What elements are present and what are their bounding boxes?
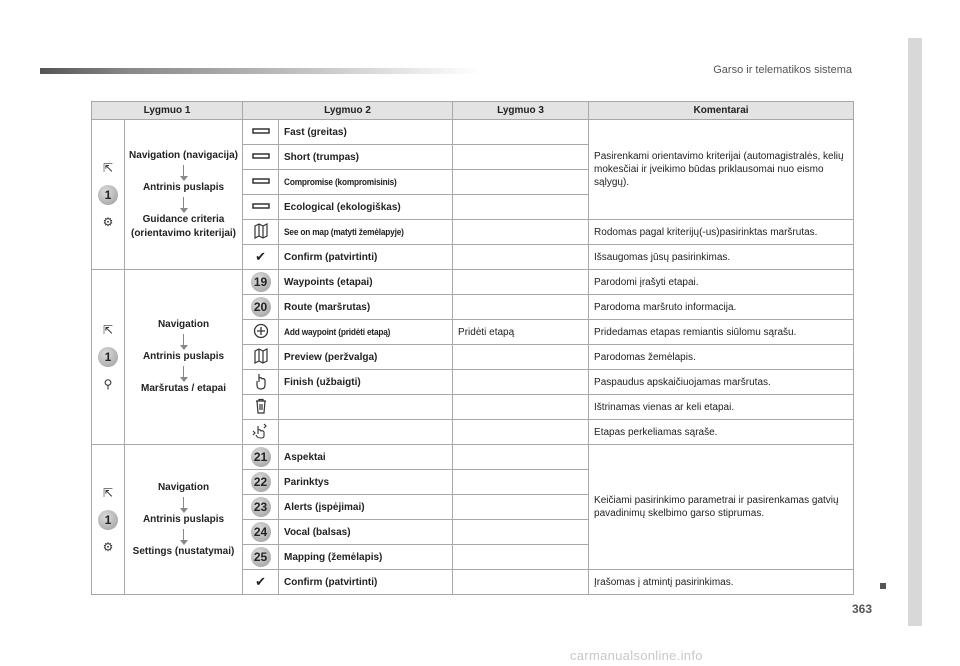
option-short[interactable]: Short (trumpas) [279,145,453,170]
option-compromise[interactable]: Compromise (kompromisinis) [279,170,439,195]
options-tab[interactable]: Parinktys [279,470,453,495]
col-header-comments: Komentarai [589,102,854,120]
down-arrow-icon [183,197,184,211]
page-number: 363 [851,602,872,616]
mapping-tab[interactable]: Mapping (žemėlapis) [279,545,453,570]
header-gradient-bar [40,68,480,74]
step-badge: 22 [251,472,271,492]
level1-sub-label: Antrinis puslapis [142,181,225,193]
confirm-button[interactable]: Confirm (patvirtinti) [279,570,453,595]
route-tab[interactable]: Route (maršrutas) [279,295,453,320]
level1-path [125,120,243,270]
settings-gear-icon: ⚙ [102,539,114,554]
map-icon [253,348,269,364]
toggle-line-icon [252,152,270,160]
aspects-tab[interactable]: Aspektai [279,445,453,470]
watermark-text: carmanualsonline.info [570,648,703,663]
vocal-tab[interactable]: Vocal (balsas) [279,520,453,545]
level1-path [125,445,243,595]
delete-comment: Ištrinamas vienas ar keli etapai. [589,395,854,420]
settings-confirm-comment: Įrašomas į atmintį pasirinkimas. [589,570,854,595]
table-row [92,445,854,470]
toggle-line-icon [252,127,270,135]
toggle-line-icon [252,202,270,210]
add-waypoint-button[interactable]: Add waypoint (pridėti etapą) [279,320,439,345]
level1-path [125,270,243,445]
settings-comment: Keičiami pasirinkimo parametrai ir pasirenkamas gatvių pavadinimų skelbimo garso stiprumas. [589,445,854,570]
col-header-level2: Lygmuo 2 [243,102,453,120]
level1-icons [92,270,125,445]
option-see-on-map[interactable]: See on map (matyti žemėlapyje) [279,220,439,245]
see-on-map-comment: Rodomas pagal kriterijų(-us)pasirinktas maršrutas. [589,220,854,245]
step-badge: 19 [251,272,271,292]
finish-button[interactable]: Finish (užbaigti) [279,370,453,395]
waypoint-route-icon: ⚲ [103,377,113,391]
down-arrow-icon [183,529,184,543]
add-waypoint-level3[interactable]: Pridėti etapą [453,320,589,345]
checkmark-icon: ✔ [255,249,266,264]
down-arrow-icon [183,165,184,179]
col-header-level1: Lygmuo 1 [92,102,243,120]
preview-comment: Parodomas žemėlapis. [589,345,854,370]
delete-waypoint-button[interactable] [279,395,453,420]
step-badge: 1 [98,185,118,205]
add-waypoint-comment: Pridedamas etapas remiantis siūlomu sąrašu. [589,320,854,345]
table-row [92,120,854,145]
step-badge: 1 [98,347,118,367]
level1-sub-label: Antrinis puslapis [142,351,225,362]
menu-table [91,101,854,595]
level1-item-label: Settings (nustatymai) [132,545,235,557]
option-fast[interactable]: Fast (greitas) [279,120,453,145]
finish-hand-icon [254,372,268,390]
toggle-line-icon [252,177,270,185]
navigation-icon: ⇱ [102,160,114,175]
step-badge: 1 [98,510,118,530]
level1-nav-label: Navigation [157,319,210,330]
waypoints-tab[interactable]: Waypoints (etapai) [279,270,453,295]
map-icon [253,223,269,239]
criteria-comment: Pasirenkami orientavimo kriterijai (automagistralės, kelių mokesčiai ir įveikimo būdas priklausomai nuo eismo sąlygų). [589,120,854,220]
down-arrow-icon [183,366,184,380]
page-header-title: Garso ir telematikos sistema [713,64,852,76]
route-options-icon: ⚙ [102,214,114,229]
confirm-button[interactable]: Confirm (patvirtinti) [279,245,453,270]
add-circle-icon [253,323,269,339]
confirm-comment: Išsaugomas jūsų pasirinkimas. [589,245,854,270]
table-row [92,270,854,295]
level1-item-label: Maršrutas / etapai [140,383,227,394]
level1-sub-label: Antrinis puslapis [142,513,225,525]
down-arrow-icon [183,334,184,348]
navigation-icon: ⇱ [102,323,114,337]
step-badge: 23 [251,497,271,517]
step-badge: 21 [251,447,271,467]
trash-icon [254,398,268,414]
navigation-icon: ⇱ [102,485,114,500]
option-ecological[interactable]: Ecological (ekologiškas) [279,195,453,220]
step-badge: 24 [251,522,271,542]
step-badge: 25 [251,547,271,567]
page-edge-strip [908,38,922,626]
page-marker [880,583,886,589]
col-header-level3: Lygmuo 3 [453,102,589,120]
route-comment: Parodoma maršruto informacija. [589,295,854,320]
level1-item-label: Guidance criteria (orientavimo kriterijai) [130,213,237,239]
step-badge: 20 [251,297,271,317]
down-arrow-icon [183,497,184,511]
move-comment: Etapas perkeliamas sąraše. [589,420,854,445]
move-waypoint-button[interactable] [279,420,453,445]
preview-button[interactable]: Preview (peržvalga) [279,345,453,370]
alerts-tab[interactable]: Alerts (įspėjimai) [279,495,453,520]
table-header-row [92,102,854,120]
checkmark-icon: ✔ [255,574,266,589]
level1-icons [92,445,125,595]
level1-nav-label: Navigation (navigacija) [129,149,238,161]
level1-icons [92,120,125,270]
level1-nav-label: Navigation [157,481,210,493]
finish-comment: Paspaudus apskaičiuojamas maršrutas. [589,370,854,395]
waypoints-comment: Parodomi įrašyti etapai. [589,270,854,295]
reorder-hand-icon [252,423,270,439]
